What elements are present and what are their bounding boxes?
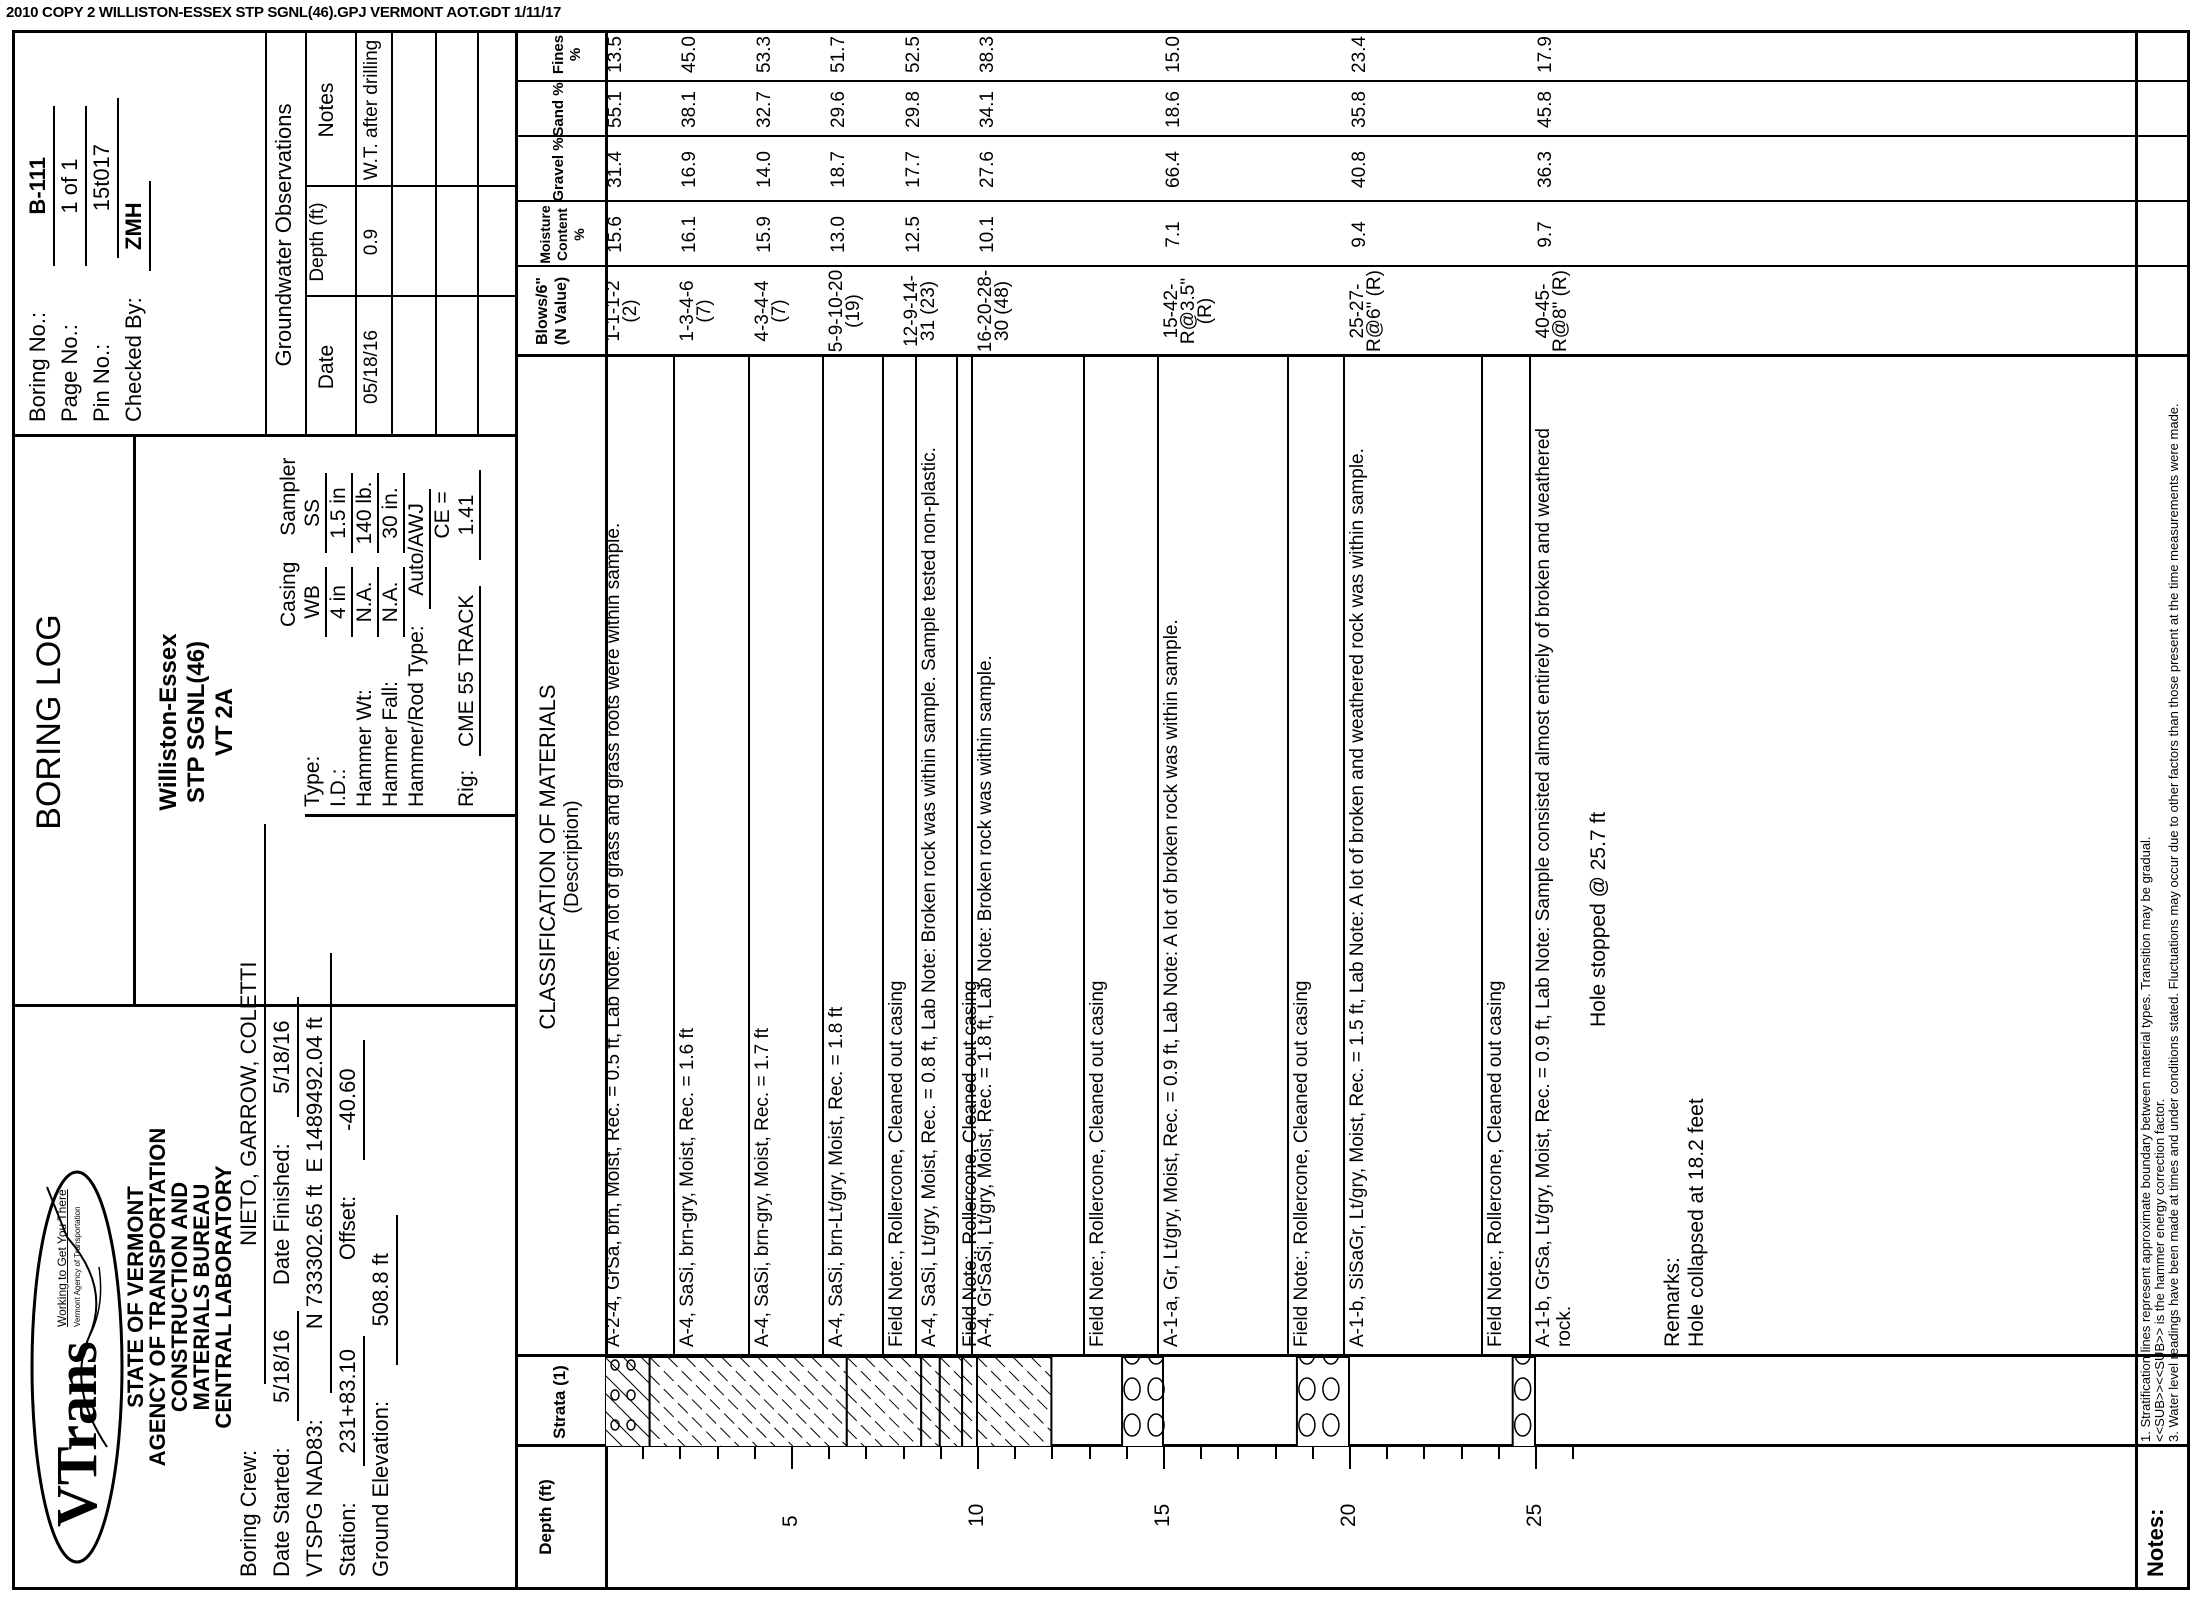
boring-no: B-111 [23, 106, 55, 266]
remarks: Hole collapsed at 18.2 feet [1685, 1098, 1709, 1347]
fines-value: 13.5 [605, 36, 626, 73]
depth-tick [1461, 1447, 1463, 1459]
depth-tick [754, 1447, 756, 1459]
material-description: A-4, GrSaSi, Lt/gry, Moist, Rec. = 1.8 ft, Lab Note: Broken rock was within sample. [975, 655, 996, 1347]
gw-header-depth: Depth (ft) [307, 202, 328, 282]
col-header-blows: Blows/6" (N Value) [534, 276, 570, 346]
blow-counts: 5-9-10-20 (19) [826, 269, 865, 353]
material-description: Field Note:, Rollercone, Cleaned out casing [1484, 980, 1506, 1347]
blow-counts: 40-45-R@8" (R) [1533, 270, 1571, 352]
moisture-value: 16.1 [679, 216, 701, 253]
note-line: <<SUB>><<SUB>> is the hammer energy correction factor. [2152, 1098, 2167, 1442]
groundwater-title: Groundwater Observations [271, 103, 296, 367]
strata-silt-hatch [847, 1357, 921, 1447]
description-divider [1529, 357, 1531, 1357]
col-header-moisture: Moisture Content % [537, 205, 587, 264]
page-no: 1 of 1 [55, 106, 87, 266]
depth-tick [1014, 1447, 1016, 1459]
gravel-value: 40.8 [1349, 151, 1370, 188]
date-started: 5/18/16 [266, 1311, 299, 1421]
moisture-value: 9.4 [1349, 221, 1370, 248]
rig: CME 55 TRACK [455, 586, 481, 756]
checked-by: ZMH [119, 181, 151, 271]
description-divider [882, 357, 884, 1357]
boring-log-sheet [12, 30, 2190, 1590]
logo-subtitle: Vermont Agency of Transportation [73, 1206, 82, 1327]
material-description: A-4, SaSi, Lt/gry, Moist, Rec. = 0.8 ft, Lab Note: Broken rock was within sample. Sample tested non-plastic. [919, 447, 941, 1347]
agency-line: STATE OF VERMONT [123, 1186, 148, 1408]
agency-line: AGENCY OF TRANSPORTATION [145, 1127, 170, 1467]
hole-stopped: Hole stopped @ 25.7 ft [1587, 811, 1611, 1027]
depth-tick [1498, 1447, 1500, 1459]
fines-value: 45.0 [679, 36, 701, 73]
date-started-label: Date Started: [269, 1447, 294, 1577]
depth-tick [1275, 1447, 1277, 1459]
station: 231+83.10 [332, 1336, 365, 1466]
material-description: Field Note:, Rollercone, Cleaned out casing [960, 980, 982, 1347]
depth-tick [1237, 1447, 1239, 1459]
gravel-value: 16.9 [679, 151, 701, 188]
vtrans-logo [27, 1027, 127, 1567]
date-finished-label: Date Finished: [269, 1143, 294, 1286]
logo-brand: VTrans [44, 1341, 109, 1527]
fines-value: 38.3 [977, 36, 998, 73]
moisture-value: 12.5 [902, 216, 924, 253]
material-description: A-4, SaSi, brn-gry, Moist, Rec. = 1.7 ft [751, 1027, 773, 1347]
description-divider [673, 357, 675, 1357]
depth-tick [1312, 1447, 1314, 1459]
log-body [605, 27, 2135, 1587]
fines-value: 15.0 [1163, 36, 1184, 73]
description-divider [1481, 357, 1483, 1357]
strata-gravel [1297, 1357, 1349, 1447]
hammer-rod-label: Hammer/Rod Type: [405, 625, 428, 807]
file-header: 2010 COPY 2 WILLISTON-ESSEX STP SGNL(46).GPJ VERMONT AOT.GDT 1/11/17 [6, 4, 562, 21]
depth-tick [1163, 1447, 1165, 1469]
col-header-sand: Sand % [550, 82, 567, 137]
depth-label: 10 [965, 1503, 988, 1527]
strata-gravel [1122, 1357, 1164, 1447]
boring-crew: NIETO, GARROW, COLETTI [233, 824, 266, 1384]
material-description: Field Note:, Rollercone, Cleaned out casing [885, 980, 907, 1347]
gravel-value: 27.6 [977, 151, 998, 188]
project-number: STP SGNL(46) [183, 640, 210, 804]
gw-row-notes: W.T. after drilling [361, 39, 382, 181]
classification-title: CLASSIFICATION OF MATERIALS [535, 684, 560, 1030]
equipment-row: I.D.:4 in1.5 in [327, 427, 353, 807]
material-description: A-4, SaSi, brn-gry, Moist, Rec. = 1.6 ft [677, 1027, 699, 1347]
hammer-rod: Auto/AWJ [405, 489, 431, 609]
description-divider [1157, 357, 1159, 1357]
col-header-fines: Fines % [550, 34, 584, 75]
blow-counts: 15-42-R@3.5" (R) [1161, 277, 1216, 345]
gw-header-date: Date [315, 344, 338, 390]
depth-tick [717, 1447, 719, 1459]
equipment-row: Type:WBSS [301, 427, 327, 807]
agency-line: CONSTRUCTION AND [167, 1181, 192, 1413]
boring-crew-label: Boring Crew: [236, 1449, 261, 1577]
pin-no: 15t017 [87, 98, 119, 258]
logo-tagline: Working to Get You There [55, 1189, 69, 1327]
moisture-value: 9.7 [1535, 221, 1556, 248]
pin-no-label: Pin No.: [89, 343, 114, 422]
project-name: Williston-Essex [155, 633, 182, 811]
ground-elev: 508.8 ft [365, 1215, 398, 1365]
gw-row-date: 05/18/16 [361, 330, 382, 404]
northing: N 733302.65 ft [302, 1184, 327, 1330]
fines-value: 52.5 [902, 36, 924, 73]
col-header-gravel: Gravel % [550, 137, 567, 202]
note-line: 1. Stratification lines represent approximate boundary between material types. Transition may be gradual. [2138, 836, 2153, 1442]
offset: -40.60 [332, 1040, 365, 1160]
description-divider [915, 357, 917, 1357]
agency-line: MATERIALS BUREAU [189, 1183, 214, 1411]
rig-label: Rig: [455, 769, 478, 807]
sampler-label: Sampler [277, 457, 300, 536]
page-no-label: Page No.: [57, 324, 82, 422]
strata-silt-hatch [962, 1357, 977, 1447]
depth-tick [1423, 1447, 1425, 1459]
depth-label: 15 [1151, 1503, 1174, 1527]
ce-factor: CE = 1.41 [431, 470, 481, 560]
description-divider [1287, 357, 1289, 1357]
sand-value: 55.1 [605, 91, 626, 128]
boring-no-label: Boring No.: [25, 311, 50, 422]
depth-tick [791, 1447, 793, 1469]
material-description: A-1-b, GrSa, Lt/gry, Moist, Rec. = 0.9 ft, Lab Note: Sample consisted almost entirely of broken and weathered rock. [1533, 428, 1575, 1347]
depth-tick [1386, 1447, 1388, 1459]
blow-counts: 25-27-R@6" (R) [1347, 270, 1385, 352]
depth-tick [903, 1447, 905, 1459]
description-divider [1343, 357, 1345, 1357]
strata-gravelly-sand [605, 1357, 650, 1447]
sand-value: 38.1 [679, 91, 701, 128]
material-description: Field Note:, Rollercone, Cleaned out casing [1086, 980, 1108, 1347]
strata-silt-hatch [940, 1357, 962, 1447]
offset-label: Offset: [335, 1195, 360, 1261]
boring-log-title: BORING LOG [30, 614, 68, 830]
blow-counts: 12-9-14-31 (23) [900, 275, 939, 347]
description-divider [1083, 357, 1085, 1357]
id-block [23, 42, 151, 422]
description-divider [748, 357, 750, 1357]
strata-silt-hatch [921, 1357, 940, 1447]
depth-label: 5 [779, 1515, 802, 1527]
equipment-block [277, 427, 481, 807]
fines-value: 53.3 [753, 36, 775, 73]
depth-tick [1126, 1447, 1128, 1459]
blow-counts: 1-1-1-2 (2) [603, 280, 641, 342]
info-block [233, 677, 398, 1577]
agency-line: CENTRAL LABORATORY [211, 1165, 236, 1429]
material-description: A-1-b, SiSaGr, Lt/gry, Moist, Rec. = 1.5 ft, Lab Note: A lot of broken and weathered rock was within sample. [1347, 448, 1368, 1347]
depth-tick [977, 1447, 979, 1469]
depth-tick [1089, 1447, 1091, 1459]
casing-label: Casing [277, 561, 300, 627]
remarks-label: Remarks: [1661, 1257, 1685, 1347]
depth-tick [679, 1447, 681, 1459]
strata-silt-hatch [650, 1357, 847, 1447]
gravel-value: 66.4 [1163, 151, 1184, 188]
description-divider [971, 357, 973, 1357]
blow-counts: 4-3-4-4 (7) [751, 280, 790, 342]
material-description: Field Note:, Rollercone, Cleaned out casing [1291, 980, 1313, 1347]
agency-block [125, 1007, 235, 1587]
sand-value: 45.8 [1535, 91, 1556, 128]
strata-gravel [1513, 1357, 1535, 1447]
depth-tick [642, 1447, 644, 1459]
fines-value: 51.7 [828, 36, 850, 73]
strata-column [605, 1357, 1605, 1447]
blow-counts: 1-3-4-6 (7) [677, 280, 716, 342]
sand-value: 35.8 [1349, 91, 1370, 128]
strata-silt-hatch [977, 1357, 1051, 1447]
moisture-value: 7.1 [1163, 221, 1184, 248]
sand-value: 18.6 [1163, 91, 1184, 128]
project-route: VT 2A [211, 688, 238, 757]
checked-by-label: Checked By: [121, 297, 146, 422]
description-divider [956, 357, 958, 1357]
blow-counts: 16-20-28-30 (48) [975, 269, 1013, 353]
depth-tick [1051, 1447, 1053, 1459]
depth-label: 20 [1337, 1503, 1360, 1527]
note-line: 3. Water level readings have been made at times and under conditions stated. Fluctuations may occur due to other factors than those present at the time measurements were made. [2166, 403, 2181, 1442]
station-label: Station: [335, 1502, 360, 1577]
material-description: A-1-a, Gr, Lt/gry, Moist, Rec. = 0.9 ft, Lab Note: A lot of broken rock was within sample. [1161, 619, 1182, 1347]
gravel-value: 17.7 [902, 151, 924, 188]
sand-value: 34.1 [977, 91, 998, 128]
moisture-value: 10.1 [977, 216, 998, 253]
sand-value: 32.7 [753, 91, 775, 128]
classification-subtitle: (Description) [561, 800, 583, 914]
moisture-value: 13.0 [828, 216, 850, 253]
notes-block [2139, 42, 2181, 1442]
moisture-value: 15.9 [753, 216, 775, 253]
ground-elev-label: Ground Elevation: [368, 1400, 393, 1577]
material-description: A-4, SaSi, brn-Lt/gry, Moist, Rec. = 1.8 ft [826, 1006, 848, 1347]
fines-value: 23.4 [1349, 36, 1370, 73]
material-description: A-2-4, GrSa, brn, Moist, Rec. = 0.5 ft, Lab Note: A lot of grass and grass roots were within sample. [603, 522, 624, 1347]
depth-tick [1535, 1447, 1537, 1469]
notes-label: Notes: [2143, 1508, 2168, 1577]
nad-label: VTSPG NAD83: [302, 1419, 327, 1577]
gw-header-notes: Notes [315, 82, 338, 138]
equipment-row: Hammer Wt:N.A.140 lb. [353, 427, 379, 807]
col-header-strata: Strata (1) [550, 1365, 569, 1439]
depth-tick [940, 1447, 942, 1459]
sand-value: 29.6 [828, 91, 850, 128]
col-header-classification [535, 357, 584, 1357]
depth-tick [1572, 1447, 1574, 1459]
depth-tick [865, 1447, 867, 1459]
easting: E 1489492.04 ft [302, 1017, 327, 1173]
depth-tick [1200, 1447, 1202, 1459]
depth-tick [828, 1447, 830, 1459]
col-header-depth: Depth (ft) [536, 1479, 555, 1555]
depth-tick [1349, 1447, 1351, 1469]
gravel-value: 18.7 [828, 151, 850, 188]
gravel-value: 36.3 [1535, 151, 1556, 188]
equipment-row: Hammer Fall:N.A.30 in. [379, 427, 405, 807]
moisture-value: 15.6 [605, 216, 626, 253]
gravel-value: 14.0 [753, 151, 775, 188]
date-finished: 5/18/16 [266, 997, 299, 1117]
sand-value: 29.8 [902, 91, 924, 128]
depth-label: 25 [1523, 1503, 1546, 1527]
project-block [155, 437, 239, 1007]
gravel-value: 31.4 [605, 151, 626, 188]
gw-row-depth: 0.9 [361, 228, 382, 256]
fines-value: 17.9 [1535, 36, 1556, 73]
description-divider [822, 357, 824, 1357]
